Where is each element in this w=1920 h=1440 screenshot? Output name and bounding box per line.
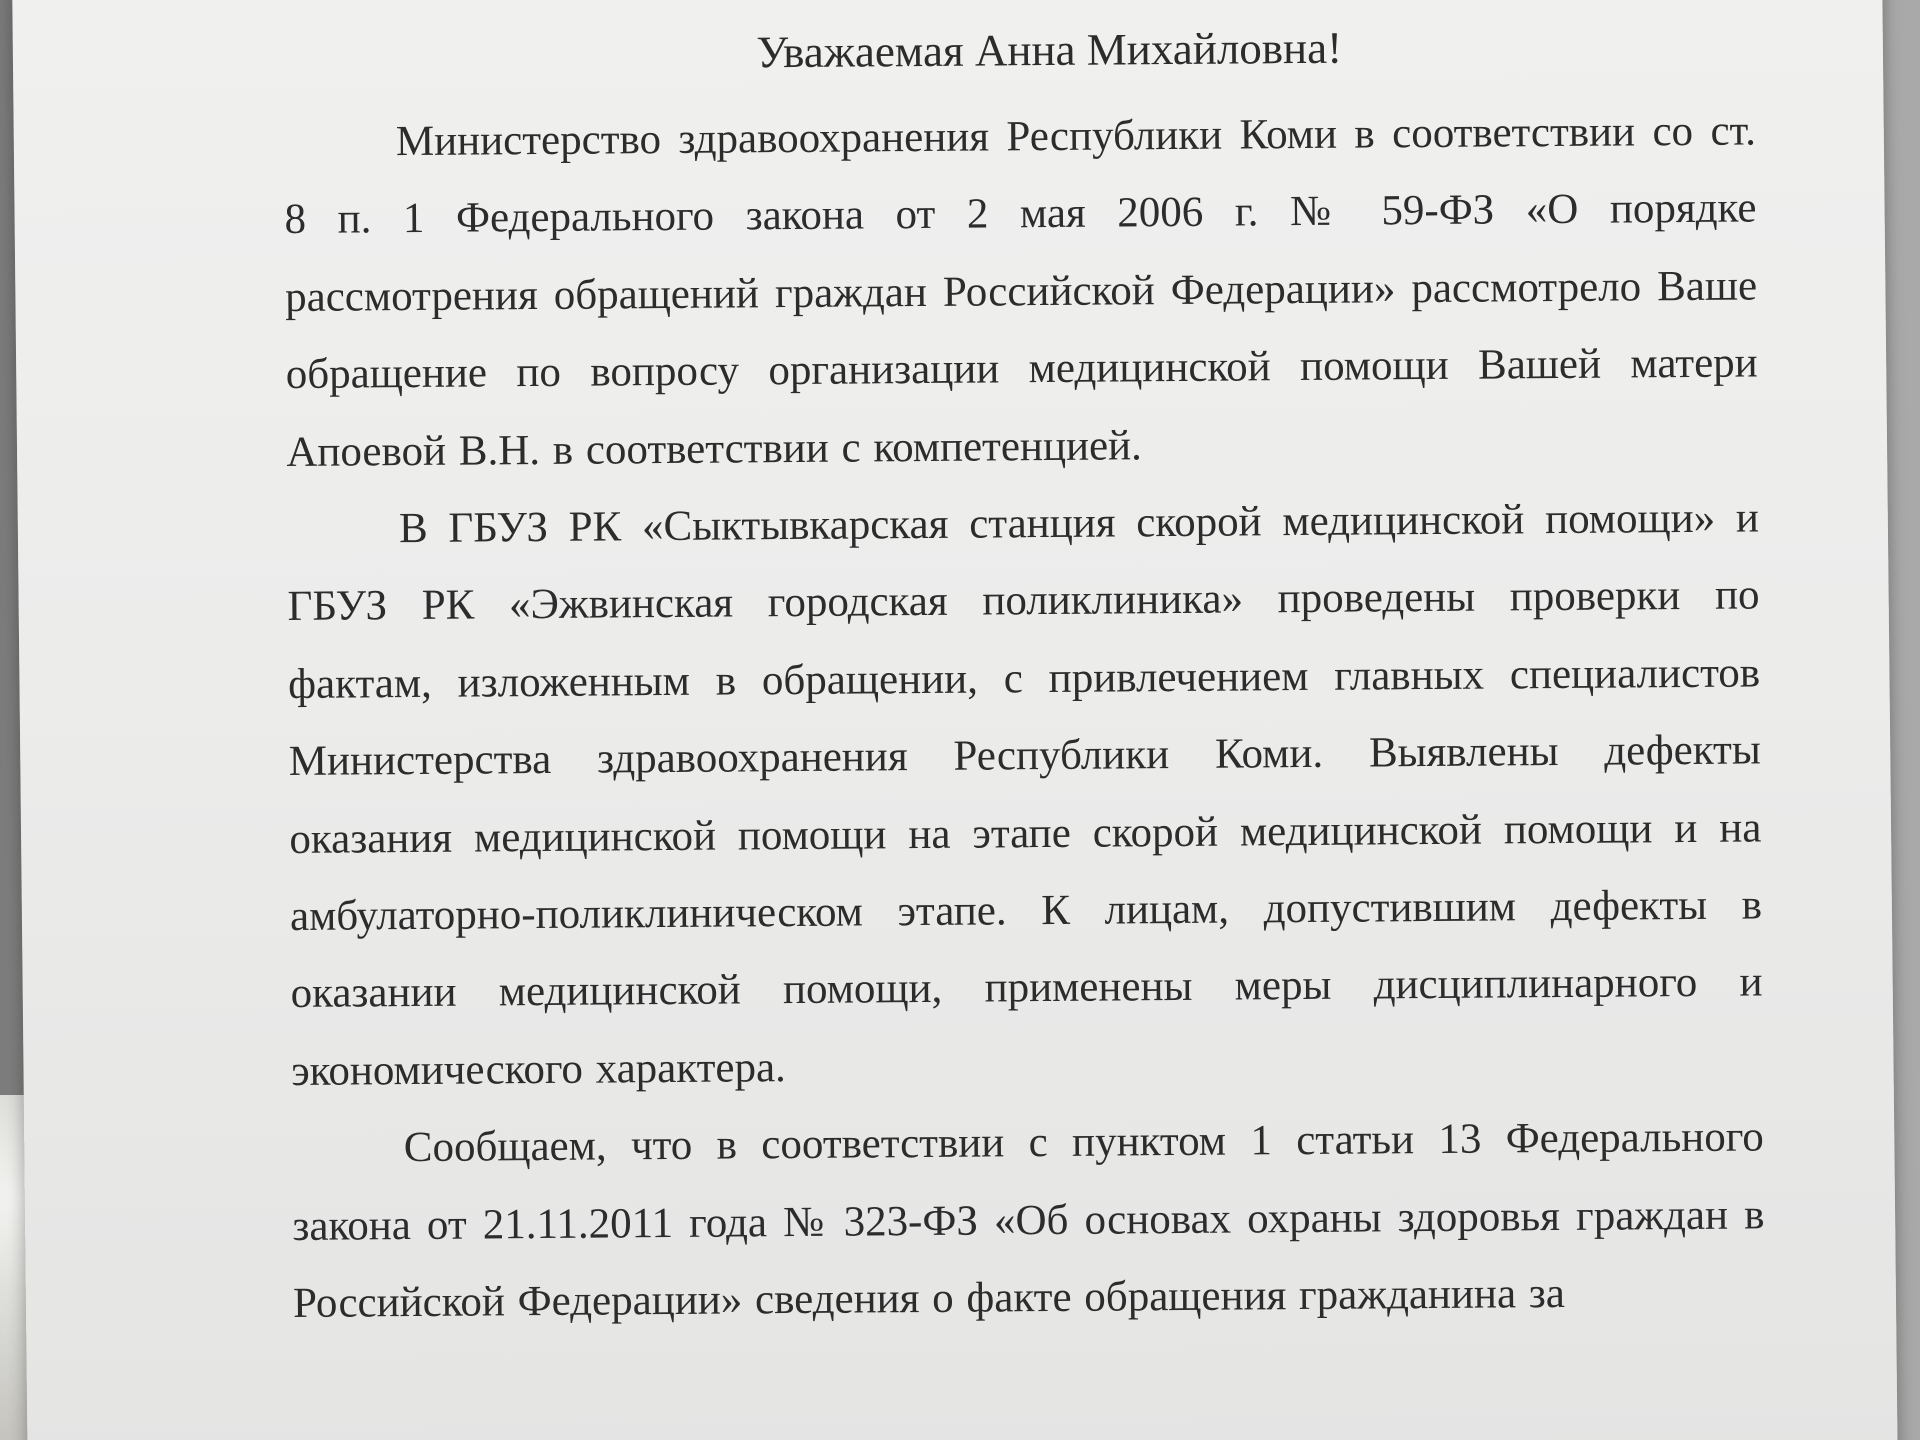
letter-greeting: Уважаемая Анна Михайловна! bbox=[756, 22, 1343, 78]
letter-body bbox=[283, 12, 1765, 1342]
paragraph-inspection-results: В ГБУЗ РК «Сыктывкарская станция скорой медицинской помощи» и ГБУЗ РК «Эжвинская городская поликлиника» проведены проверки по фактам, изложенным в обращении, с привлечением главных специалистов Министерства здравоохранения Республики Коми. Выявлены дефекты оказания медицинской помощи на этапе скорой медицинской помощи и на амбулаторно-поликлиническом этапе. К лицам, допустившим дефекты в оказании медицинской помощи, применены меры дисциплинарного и экономического характера. bbox=[287, 494, 1763, 1095]
paragraph-confidentiality: Сообщаем, что в соответствии с пунктом 1 статьи 13 Федерального закона от 21.11.2011 года № 323-ФЗ «Об основах охраны здоровья граждан в Российской Федерации» сведения о факте обращения гражданина за bbox=[292, 1113, 1765, 1328]
paragraph-review-notice: Министерство здравоохранения Республики Коми в соответствии со ст. 8 п. 1 Федерального закона от 2 мая 2006 г. № 59-ФЗ «О порядке рассмотрения обращений граждан Российской Федерации» рассмотрело Ваше обращение по вопросу организации медицинской помощи Вашей матери Апоевой В.Н. в соответствии с компетенцией. bbox=[284, 107, 1758, 476]
